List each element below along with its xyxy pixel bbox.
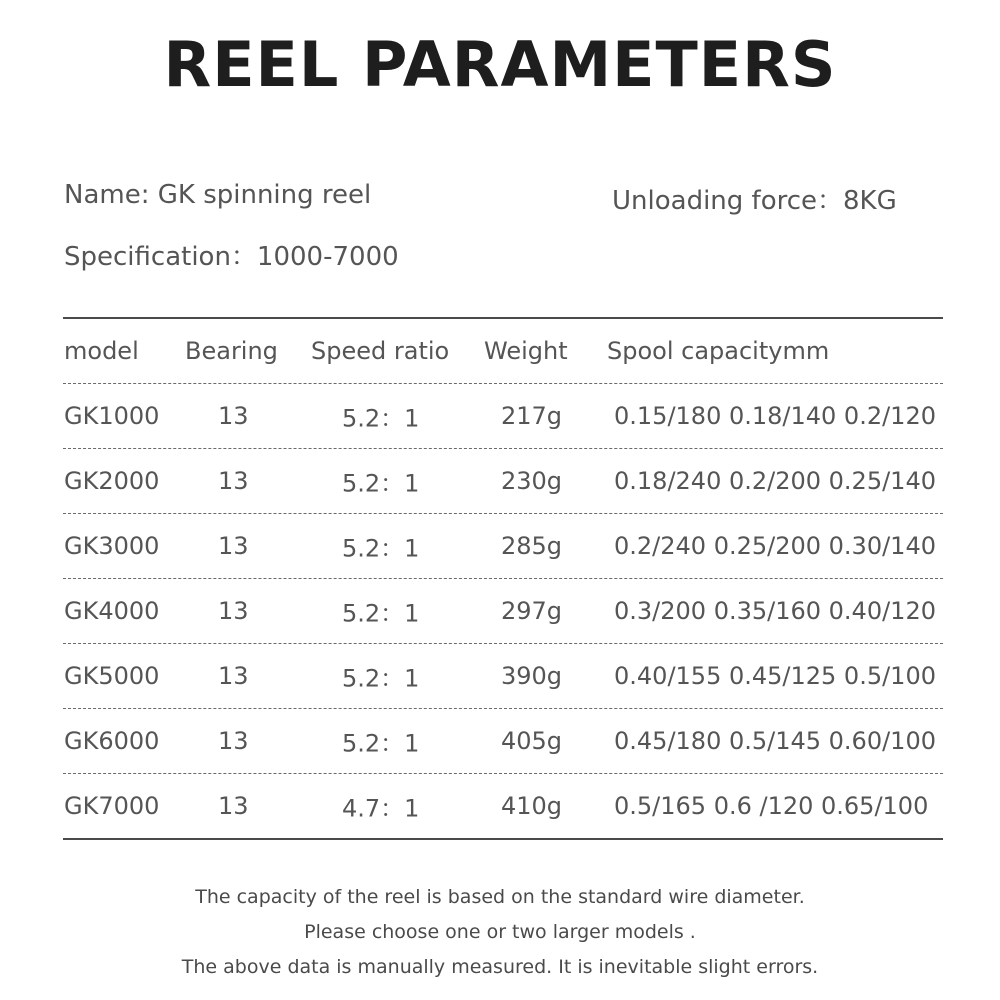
- cell-weight: 410g: [501, 792, 563, 820]
- cell-spool-capacity: 0.5/165 0.6 /120 0.65/100: [614, 792, 929, 820]
- table-row: [63, 579, 943, 643]
- cell-bearing: 13: [218, 597, 249, 625]
- cell-spool-capacity: 0.40/155 0.45/125 0.5/100: [614, 662, 936, 690]
- table-header-row: [63, 319, 943, 383]
- cell-bearing: 13: [218, 727, 249, 755]
- cell-speed-ratio: 4.7：1: [342, 794, 420, 823]
- table-row: [63, 449, 943, 513]
- parameters-table: [63, 317, 943, 840]
- cell-speed-ratio: 5.2：1: [342, 534, 420, 563]
- product-name: Name: GK spinning reel: [64, 180, 372, 210]
- cell-spool-capacity: 0.45/180 0.5/145 0.60/100: [614, 727, 936, 755]
- page-title: REEL PARAMETERS: [163, 28, 837, 101]
- header-model: model: [64, 337, 139, 365]
- cell-model: GK2000: [64, 467, 160, 495]
- cell-model: GK4000: [64, 597, 160, 625]
- footnote-model-advice: Please choose one or two larger models .: [304, 921, 696, 943]
- unloading-force: Unloading force：8KG: [612, 186, 897, 216]
- header-weight: Weight: [484, 337, 568, 365]
- header-spool-capacity: Spool capacitymm: [607, 337, 830, 365]
- cell-bearing: 13: [218, 532, 249, 560]
- cell-speed-ratio: 5.2：1: [342, 664, 420, 693]
- cell-weight: 230g: [501, 467, 563, 495]
- cell-speed-ratio: 5.2：1: [342, 729, 420, 758]
- cell-weight: 217g: [501, 402, 563, 430]
- table-row: [63, 709, 943, 773]
- footnote-measurement: The above data is manually measured. It is inevitable slight errors.: [181, 956, 819, 978]
- table-row: [63, 514, 943, 578]
- cell-bearing: 13: [218, 467, 249, 495]
- table-row: [63, 384, 943, 448]
- cell-model: GK7000: [64, 792, 160, 820]
- cell-speed-ratio: 5.2：1: [342, 404, 420, 433]
- cell-bearing: 13: [218, 792, 249, 820]
- header-speed-ratio: Speed ratio: [311, 337, 450, 365]
- cell-model: GK3000: [64, 532, 160, 560]
- cell-weight: 285g: [501, 532, 563, 560]
- table-row: [63, 774, 943, 838]
- cell-speed-ratio: 5.2：1: [342, 469, 420, 498]
- table-row: [63, 644, 943, 708]
- cell-model: GK6000: [64, 727, 160, 755]
- cell-bearing: 13: [218, 402, 249, 430]
- cell-weight: 390g: [501, 662, 563, 690]
- cell-model: GK5000: [64, 662, 160, 690]
- cell-spool-capacity: 0.18/240 0.2/200 0.25/140: [614, 467, 936, 495]
- cell-spool-capacity: 0.15/180 0.18/140 0.2/120: [614, 402, 936, 430]
- table-bottom-rule: [63, 838, 943, 840]
- footnote-capacity: The capacity of the reel is based on the standard wire diameter.: [195, 886, 805, 908]
- specification: Specification：1000-7000: [64, 242, 399, 272]
- cell-bearing: 13: [218, 662, 249, 690]
- cell-spool-capacity: 0.3/200 0.35/160 0.40/120: [614, 597, 936, 625]
- cell-weight: 297g: [501, 597, 563, 625]
- cell-speed-ratio: 5.2：1: [342, 599, 420, 628]
- header-bearing: Bearing: [185, 337, 278, 365]
- cell-weight: 405g: [501, 727, 563, 755]
- cell-model: GK1000: [64, 402, 160, 430]
- cell-spool-capacity: 0.2/240 0.25/200 0.30/140: [614, 532, 936, 560]
